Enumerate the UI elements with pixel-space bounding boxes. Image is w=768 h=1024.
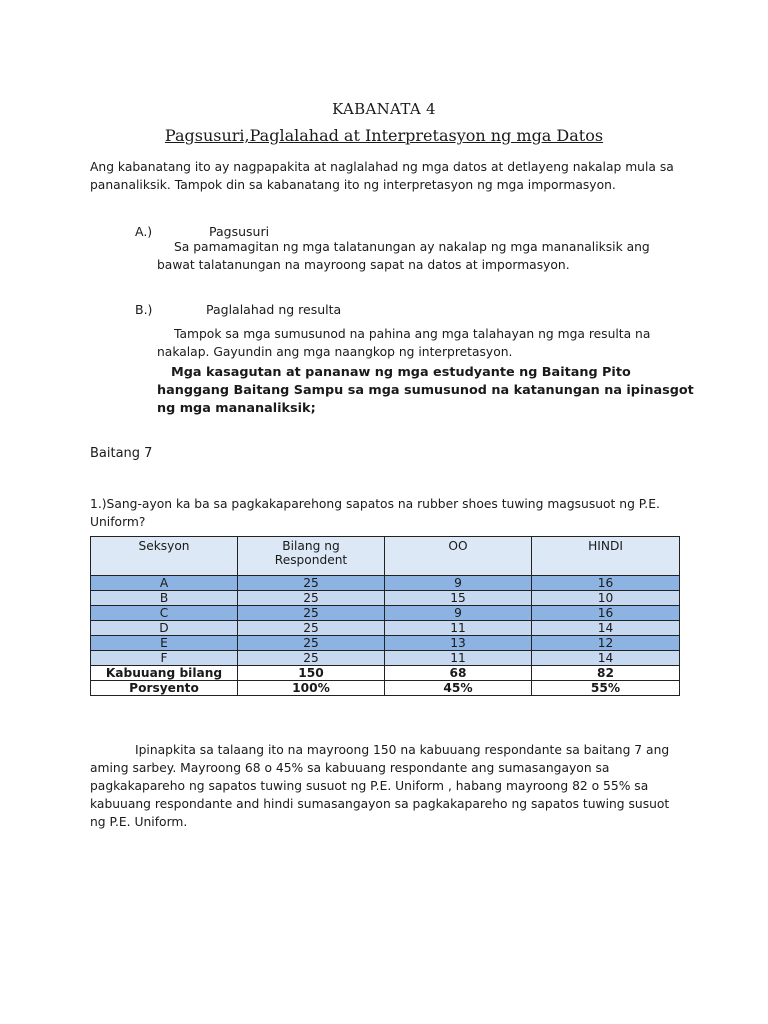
cell-hindi: 16 xyxy=(532,606,680,621)
cell-oo: 9 xyxy=(385,576,532,591)
cell-bilang: 25 xyxy=(238,591,385,606)
interpretation-line: pagkakapareho ng sapatos tuwing susuot ng P.E. Uniform , habang mayroong 82 o 55% sa xyxy=(90,779,649,793)
header-seksyon: Seksyon xyxy=(91,537,238,576)
bold-note-line: ng mga mananaliksik; xyxy=(157,401,316,416)
section-b-line: Tampok sa mga sumusunod na pahina ang mga talahayan ng mga resulta na xyxy=(174,327,651,341)
cell-bilang: 25 xyxy=(238,606,385,621)
cell-oo: 11 xyxy=(385,621,532,636)
total-label: Kabuuang bilang xyxy=(91,666,238,681)
cell-bilang: 25 xyxy=(238,621,385,636)
results-table xyxy=(90,536,680,696)
question-line: 1.)Sang-ayon ka ba sa pagkakaparehong sapatos na rubber shoes tuwing magsusuot ng P.E. xyxy=(90,497,660,511)
header-oo: OO xyxy=(385,537,532,576)
interpretation-line: aming sarbey. Mayroong 68 o 45% sa kabuuang respondante ang sumasangayon sa xyxy=(90,761,610,775)
percent-oo: 45% xyxy=(385,681,532,696)
bold-note-line: hanggang Baitang Sampu sa mga sumusunod na katanungan na ipinasgot xyxy=(157,383,694,398)
header-hindi: HINDI xyxy=(532,537,680,576)
cell-hindi: 14 xyxy=(532,621,680,636)
question xyxy=(90,495,660,531)
bold-note xyxy=(157,364,694,418)
section-a-marker: A.) xyxy=(135,224,153,239)
interpretation-line: kabuuang respondante and hindi sumasangayon sa pagkakapareho ng sapatos tuwing susuot xyxy=(90,797,670,811)
table-row xyxy=(91,636,680,651)
percent-label: Porsyento xyxy=(91,681,238,696)
interpretation-line: ng P.E. Uniform. xyxy=(90,815,188,829)
cell-bilang: 25 xyxy=(238,576,385,591)
cell-oo: 11 xyxy=(385,651,532,666)
cell-hindi: 14 xyxy=(532,651,680,666)
table-row xyxy=(91,591,680,606)
cell-oo: 9 xyxy=(385,606,532,621)
chapter-subtitle: Pagsusuri,Paglalahad at Interpretasyon ng mga Datos xyxy=(164,126,604,145)
interpretation-line: Ipinapkita sa talaang ito na mayroong 150 na kabuuang respondante sa baitang 7 ang xyxy=(135,743,670,757)
intro-paragraph xyxy=(90,158,674,194)
percent-hindi: 55% xyxy=(532,681,680,696)
cell-seksyon: C xyxy=(91,606,238,621)
grade-label: Baitang 7 xyxy=(90,446,153,461)
chapter-title: KABANATA 4 xyxy=(332,100,436,118)
percent-bilang: 100% xyxy=(238,681,385,696)
section-a-title: Pagsusuri xyxy=(209,224,270,239)
total-bilang: 150 xyxy=(238,666,385,681)
cell-seksyon: F xyxy=(91,651,238,666)
section-b-marker: B.) xyxy=(135,302,153,317)
table-row xyxy=(91,621,680,636)
cell-bilang: 25 xyxy=(238,651,385,666)
header-bilang: Bilang ng Respondent xyxy=(238,537,385,576)
cell-seksyon: E xyxy=(91,636,238,651)
table-row xyxy=(91,576,680,591)
cell-hindi: 16 xyxy=(532,576,680,591)
cell-seksyon: B xyxy=(91,591,238,606)
cell-hindi: 12 xyxy=(532,636,680,651)
table-percent-row xyxy=(91,681,680,696)
total-oo: 68 xyxy=(385,666,532,681)
interpretation-paragraph xyxy=(90,741,669,831)
table-row xyxy=(91,606,680,621)
total-hindi: 82 xyxy=(532,666,680,681)
cell-bilang: 25 xyxy=(238,636,385,651)
cell-oo: 15 xyxy=(385,591,532,606)
table-total-row xyxy=(91,666,680,681)
section-b-title: Paglalahad ng resulta xyxy=(206,302,342,317)
section-a-line: Sa pamamagitan ng mga talatanungan ay nakalap ng mga mananaliksik ang xyxy=(174,240,650,254)
section-b-line: nakalap. Gayundin ang mga naangkop ng interpretasyon. xyxy=(157,345,513,359)
question-line: Uniform? xyxy=(90,515,146,529)
bold-note-line: Mga kasagutan at pananaw ng mga estudyante ng Baitang Pito xyxy=(171,365,631,380)
cell-hindi: 10 xyxy=(532,591,680,606)
cell-seksyon: A xyxy=(91,576,238,591)
intro-line: Ang kabanatang ito ay nagpapakita at naglalahad ng mga datos at detlayeng nakalap mula sa xyxy=(90,160,674,174)
table-header-row xyxy=(91,537,680,576)
table-row xyxy=(91,651,680,666)
intro-line: pananaliksik. Tampok din sa kabanatang ito ng interpretasyon ng mga impormasyon. xyxy=(90,178,616,192)
section-a-line: bawat talatanungan na mayroong sapat na datos at impormasyon. xyxy=(157,258,570,272)
cell-seksyon: D xyxy=(91,621,238,636)
cell-oo: 13 xyxy=(385,636,532,651)
